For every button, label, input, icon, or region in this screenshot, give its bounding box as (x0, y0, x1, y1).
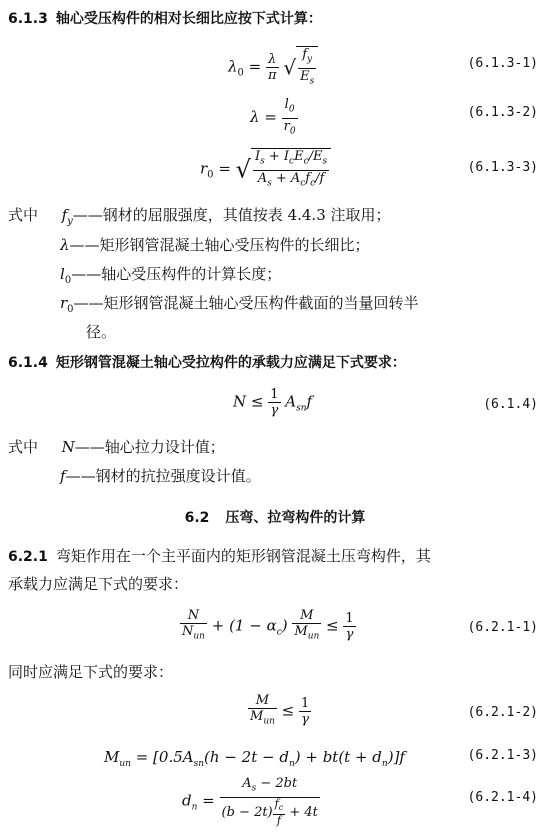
equation-number: (6.2.1-4) (467, 790, 538, 805)
definition-symbol: f (60, 467, 66, 485)
definition-text: ——钢材的抗拉强度设计值。 (65, 467, 261, 485)
clause-text-line1: 弯矩作用在一个主平面内的矩形钢管混凝土压弯构件，其 (55, 547, 431, 565)
equation-6-2-1-4 (0, 776, 554, 827)
equation-formula: $\lambda_0$ = $\frac{\lambda}{\pi}$ √ $\frac{f_y}{E_s}$ (228, 46, 318, 89)
definition-text: ——矩形钢管混凝土轴心受压构件截面的当量回转半 (73, 294, 419, 312)
clause-number: 6.2.1 (8, 549, 48, 565)
clause-6-1-3-heading (8, 8, 542, 29)
clause-title: 轴心受压构件的相对长细比应按下式计算： (55, 11, 322, 27)
equation-6-1-3-2 (0, 97, 554, 137)
clause-title: 矩形钢管混凝土轴心受拉构件的承载力应满足下式要求： (55, 355, 406, 371)
definition-text: ——矩形钢管混凝土轴心受压构件的长细比； (69, 236, 370, 254)
equation-6-2-1-3 (0, 748, 554, 768)
equation-number: (6.2.1-3) (467, 748, 538, 763)
definition-row (60, 293, 542, 320)
equation-number: (6.1.4) (483, 397, 538, 412)
definition-text: ——轴心拉力设计值； (74, 438, 225, 456)
equation-6-1-3-1 (0, 47, 554, 87)
section-title: 压弯、拉弯构件的计算 (225, 510, 366, 526)
definition-symbol: r (60, 294, 68, 312)
definition-lead: 式中 (8, 438, 39, 456)
clause-6-2-1-heading (8, 546, 542, 567)
equation-6-2-1-1 (0, 608, 554, 642)
equation-number: (6.1.3-2) (467, 105, 538, 120)
section-number: 6.2 (184, 510, 210, 526)
clause-number: 6.1.4 (8, 355, 48, 371)
equation-formula: $\frac{M}{M_{un}}$ ≤ $\frac{1}{\gamma}$ (250, 693, 310, 727)
equation-formula: λ = $\frac{l_0}{r_0}$ (250, 97, 296, 137)
clause-6-1-4-heading (8, 352, 542, 373)
equation-6-2-1-2 (0, 693, 554, 727)
equation-number: (6.2.1-1) (467, 620, 538, 635)
section-6-2-heading (8, 508, 542, 528)
equation-number: (6.2.1-2) (467, 705, 538, 720)
equation-number: (6.1.3-1) (467, 56, 538, 71)
definition-lead: 式中 (8, 206, 39, 224)
definition-symbol: λ (60, 236, 70, 254)
equation-number: (6.1.3-3) (467, 160, 538, 175)
equation-formula: $M_{un} = [0.5A_{sn}(h - 2t - d_n) + bt(t + d_n)]f$ (104, 748, 405, 769)
definition-symbol-sub: 0 (64, 275, 72, 286)
definition-symbol-sub: 0 (67, 304, 74, 315)
equation-formula: $r_0$ = √ $\frac{I_s + I_cE_c/E_s}{A_s + A_cf_c/f}$ (200, 148, 331, 191)
definition-symbol-sub: y (67, 216, 73, 227)
definition-continuation: 径。 (86, 323, 117, 341)
definition-symbol: N (61, 438, 75, 456)
equation-6-1-3-3 (0, 149, 554, 189)
definition-text: ——钢材的屈服强度，其值按表 4.4.3 注取用； (72, 206, 391, 224)
equation-formula: N ≤ $\frac{1}{\gamma}$ $A_{sn}f$ (233, 387, 313, 418)
definition-text: ——轴心受压构件的计算长度； (71, 265, 282, 283)
equation-formula: $\frac{N}{N_{un}}$ + $(1 - \alpha_c)$ $\frac{M}{M_{un}}$ ≤ $\frac{1}{\gamma}$ (182, 608, 354, 642)
clause-text-line2: 承载力应满足下式的要求： (8, 575, 189, 593)
equation-formula: $d_n$ = $A_s - 2bt$ (b − 2t) $\frac{f_c}{f}$ + 4t (182, 776, 318, 827)
definition-row (8, 205, 542, 232)
definition-symbol: f (61, 206, 68, 224)
clause-number: 6.1.3 (8, 11, 48, 27)
definition-symbol: l (60, 265, 65, 283)
definition-row (60, 264, 542, 291)
also-required-text: 同时应满足下式的要求： (8, 663, 174, 681)
definition-row (60, 235, 542, 255)
definition-row (8, 437, 542, 457)
equation-6-1-4 (0, 387, 554, 418)
definition-row (60, 466, 542, 486)
